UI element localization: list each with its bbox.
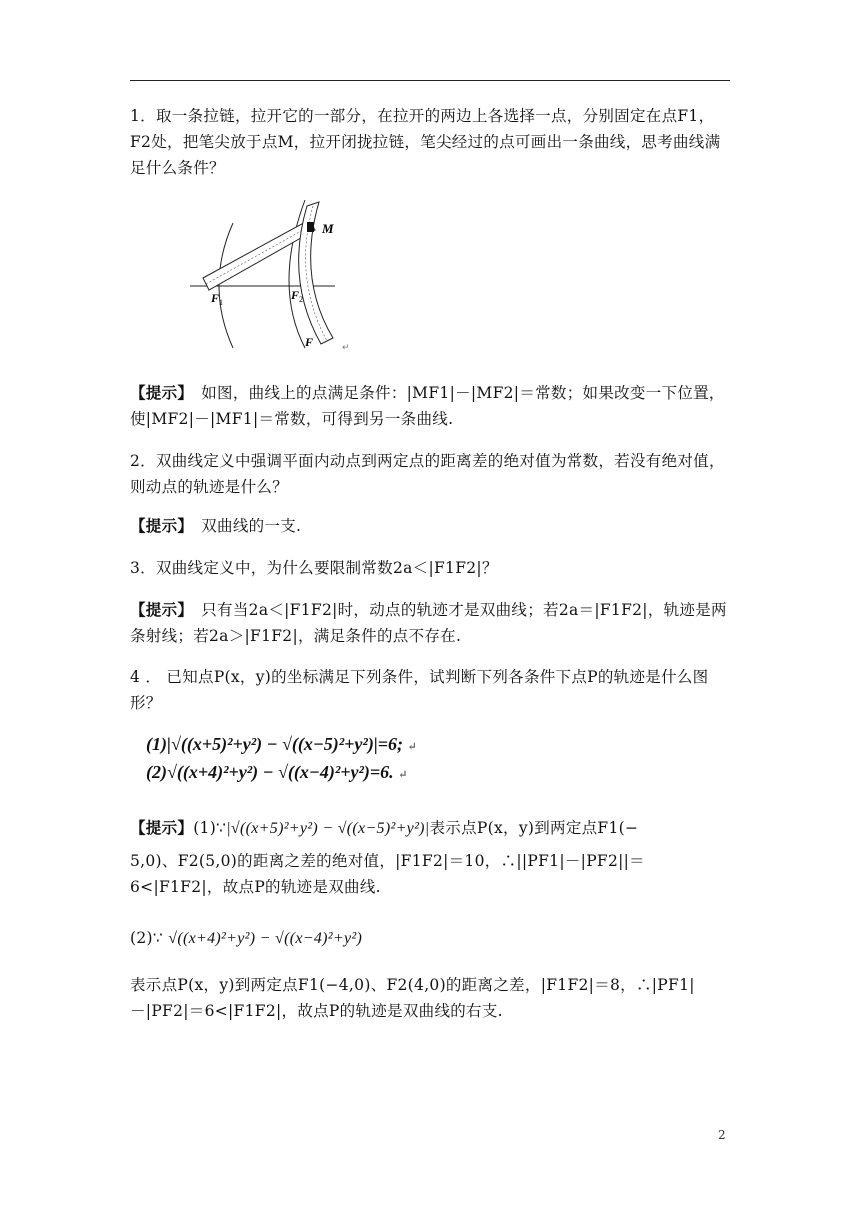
question-3: 3．双曲线定义中，为什么要限制常数2a＜|F1F2|？: [130, 559, 498, 577]
hint-tag: 【提示】: [130, 516, 186, 535]
hint-4-2-formula: (2)∵ √((x+4)²+y²) − √((x−4)²+y²): [130, 929, 363, 947]
label-m: M: [322, 221, 334, 236]
label-f2: F: [291, 288, 300, 302]
return-mark: ↵: [342, 343, 350, 353]
question-4: 4 ． 已知点P(x，y)的坐标满足下列条件，试判断下列各条件下点P的轨迹是什么图形？: [130, 668, 709, 712]
question-1: 1．取一条拉链，拉开它的一部分，在拉开的两边上各选择一点，分别固定在点F1，F2处，把笔尖放于点M，拉开闭拢拉链，笔尖经过的点可画出一条曲线，思考曲线满足什么条件？: [130, 107, 721, 177]
equation-1: (1)|√((x+5)²+y²) − √((x−5)²+y²)|=6; ↵: [146, 734, 417, 754]
hint-text: 双曲线的一支.: [185, 517, 302, 535]
hint-1: [130, 380, 730, 432]
label-f: F: [305, 335, 314, 349]
label-f1-sub: 1: [219, 298, 223, 307]
hint-tag: 【提示】: [130, 600, 186, 619]
equation-2: (2)√((x+4)²+y²) − √((x−4)²+y²)=6. ↵: [146, 762, 408, 782]
hint-4-2: 表示点P(x，y)到两定点F1(−4,0)、F2(4,0)的距离之差，|F1F2|＝8，∴|PF1|－|PF2|＝6<|F1F2|，故点P的轨迹是双曲线的右支.: [130, 976, 695, 1020]
hint-3: [130, 597, 730, 649]
hint-tag: 【提示】: [130, 818, 194, 837]
zipper-figure: [185, 198, 355, 356]
page-number: 2: [718, 1128, 726, 1142]
hint-text: 如图，曲线上的点满足条件：|MF1|－|MF2|＝常数；如果改变一下位置，使|MF2|－|MF1|＝常数，可得到另一条曲线.: [130, 384, 725, 428]
hint-formula-2: √((x+4)²+y²) − √((x−4)²+y²): [168, 930, 363, 947]
label-f1: F: [211, 291, 220, 305]
hint-4-1: 【提示】(1)∵|√((x+5)²+y²) − √((x−5)²+y²)|表示点P(x，y)到两定点F1(−: [130, 818, 639, 837]
question-2: 2．双曲线定义中强调平面内动点到两定点的距离差的绝对值为常数，若没有绝对值，则动点的轨迹是什么？: [130, 452, 725, 496]
hint-formula-1: |√((x+5)²+y²) − √((x−5)²+y²)|: [226, 820, 430, 837]
hint-tag: 【提示】: [130, 383, 186, 402]
header-rule: [130, 80, 730, 81]
hint-4-1-cont: 5,0)、F2(5,0)的距离之差的绝对值，|F1F2|＝10，∴||PF1|－|PF2||＝6<|F1F2|，故点P的轨迹是双曲线.: [130, 852, 645, 896]
label-f2-sub: 2: [299, 295, 303, 304]
hint-text: 只有当2a＜|F1F2|时，动点的轨迹才是双曲线；若2a＝|F1F2|，轨迹是两条射线；若2a＞|F1F2|，满足条件的点不存在.: [130, 601, 727, 645]
hint-2: [130, 513, 730, 539]
